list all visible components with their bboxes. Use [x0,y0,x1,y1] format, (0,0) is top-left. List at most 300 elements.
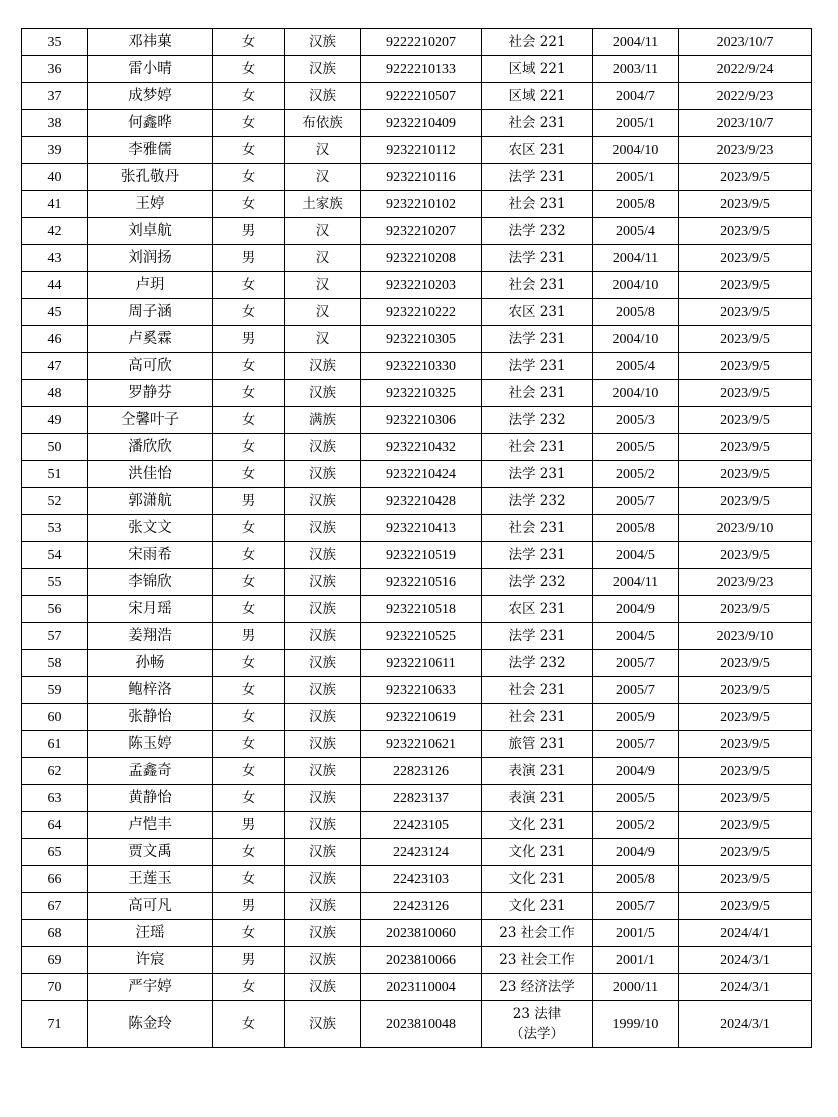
table-row [22,488,812,515]
row-number: 66 [22,866,88,893]
student-id-cell: 9232210621 [361,731,482,758]
student-name: 卢玥 [88,272,213,299]
join-date-cell: 2023/9/23 [679,569,812,596]
birth-date-cell: 2005/8 [593,866,679,893]
student-id-cell: 22823126 [361,758,482,785]
student-id-cell: 9232210112 [361,137,482,164]
row-number: 36 [22,56,88,83]
table-row [22,434,812,461]
table-row [22,515,812,542]
class-cell: 法学 232 [482,488,593,515]
row-number: 67 [22,893,88,920]
student-name: 孙畅 [88,650,213,677]
birth-date-cell: 2005/7 [593,677,679,704]
class-cell: 社会 231 [482,272,593,299]
student-id-cell: 9232210518 [361,596,482,623]
table-row [22,245,812,272]
birth-date-cell: 2004/5 [593,542,679,569]
class-cell: 社会 231 [482,677,593,704]
gender-cell: 女 [213,596,285,623]
row-number: 45 [22,299,88,326]
birth-date-cell: 2005/2 [593,812,679,839]
row-number: 54 [22,542,88,569]
student-id-cell: 9232210330 [361,353,482,380]
student-name: 李锦欣 [88,569,213,596]
gender-cell: 女 [213,731,285,758]
ethnicity-cell: 汉族 [285,29,361,56]
ethnicity-cell: 汉族 [285,785,361,812]
student-name: 王婷 [88,191,213,218]
row-number: 68 [22,920,88,947]
row-number: 44 [22,272,88,299]
join-date-cell: 2023/9/5 [679,245,812,272]
birth-date-cell: 2004/10 [593,272,679,299]
class-cell: 区域 221 [482,83,593,110]
birth-date-cell: 2004/10 [593,380,679,407]
student-name: 黄静怡 [88,785,213,812]
gender-cell: 女 [213,164,285,191]
gender-cell: 女 [213,920,285,947]
row-number: 58 [22,650,88,677]
student-id-cell: 9222210133 [361,56,482,83]
ethnicity-cell: 汉族 [285,623,361,650]
birth-date-cell: 2005/1 [593,110,679,137]
row-number: 69 [22,947,88,974]
student-name: 严宇婷 [88,974,213,1001]
row-number: 41 [22,191,88,218]
birth-date-cell: 2005/7 [593,488,679,515]
gender-cell: 女 [213,515,285,542]
birth-date-cell: 2004/9 [593,758,679,785]
table-row [22,461,812,488]
ethnicity-cell: 汉族 [285,515,361,542]
join-date-cell: 2023/9/5 [679,785,812,812]
ethnicity-cell: 汉 [285,245,361,272]
gender-cell: 男 [213,245,285,272]
student-id-cell: 22423105 [361,812,482,839]
birth-date-cell: 2005/7 [593,731,679,758]
student-name: 许宸 [88,947,213,974]
birth-date-cell: 2004/11 [593,245,679,272]
join-date-cell: 2023/9/5 [679,218,812,245]
student-id-cell: 9232210611 [361,650,482,677]
student-id-cell: 22423103 [361,866,482,893]
student-roster-table [21,28,812,1048]
table-row [22,191,812,218]
class-cell: 社会 231 [482,110,593,137]
gender-cell: 女 [213,299,285,326]
row-number: 64 [22,812,88,839]
table-row [22,650,812,677]
student-name: 刘卓航 [88,218,213,245]
class-cell: 社会 231 [482,704,593,731]
student-name: 陈金玲 [88,1001,213,1048]
gender-cell: 女 [213,758,285,785]
class-cell: 文化 231 [482,839,593,866]
class-cell: 文化 231 [482,893,593,920]
row-number: 60 [22,704,88,731]
birth-date-cell: 2005/3 [593,407,679,434]
gender-cell: 女 [213,110,285,137]
join-date-cell: 2023/9/5 [679,839,812,866]
table-row [22,812,812,839]
birth-date-cell: 2004/9 [593,839,679,866]
gender-cell: 女 [213,785,285,812]
class-cell: 农区 231 [482,137,593,164]
student-id-cell: 2023810048 [361,1001,482,1048]
table-row [22,947,812,974]
birth-date-cell: 1999/10 [593,1001,679,1048]
row-number: 57 [22,623,88,650]
table-row [22,110,812,137]
gender-cell: 女 [213,434,285,461]
join-date-cell: 2024/3/1 [679,974,812,1001]
join-date-cell: 2023/9/5 [679,191,812,218]
birth-date-cell: 2001/1 [593,947,679,974]
join-date-cell: 2023/9/5 [679,758,812,785]
class-cell: 法学 232 [482,650,593,677]
student-name: 周子涵 [88,299,213,326]
join-date-cell: 2023/9/5 [679,677,812,704]
row-number: 53 [22,515,88,542]
table-row [22,407,812,434]
join-date-cell: 2023/9/10 [679,623,812,650]
gender-cell: 男 [213,488,285,515]
ethnicity-cell: 汉族 [285,380,361,407]
student-id-cell: 9232210619 [361,704,482,731]
join-date-cell: 2023/9/5 [679,353,812,380]
birth-date-cell: 2004/7 [593,83,679,110]
join-date-cell: 2023/9/5 [679,731,812,758]
student-id-cell: 9232210424 [361,461,482,488]
table-row [22,785,812,812]
student-name: 卢奚霖 [88,326,213,353]
gender-cell: 女 [213,191,285,218]
join-date-cell: 2024/3/1 [679,1001,812,1048]
student-id-cell: 22823137 [361,785,482,812]
class-cell: 法学 231 [482,353,593,380]
student-id-cell: 9232210208 [361,245,482,272]
student-id-cell: 9222210207 [361,29,482,56]
row-number: 48 [22,380,88,407]
student-name: 陈玉婷 [88,731,213,758]
student-name: 刘润扬 [88,245,213,272]
student-id-cell: 9232210102 [361,191,482,218]
student-id-cell: 9232210413 [361,515,482,542]
row-number: 56 [22,596,88,623]
birth-date-cell: 2005/8 [593,191,679,218]
gender-cell: 男 [213,812,285,839]
student-id-cell: 9232210203 [361,272,482,299]
ethnicity-cell: 汉 [285,218,361,245]
class-line-2: （法学） [510,1026,564,1042]
class-cell: 法学 231 [482,326,593,353]
student-name: 汪瑶 [88,920,213,947]
table-row [22,974,812,1001]
table-row [22,839,812,866]
student-name: 贾文禹 [88,839,213,866]
student-name: 高可欣 [88,353,213,380]
ethnicity-cell: 汉族 [285,1001,361,1048]
gender-cell: 女 [213,272,285,299]
row-number: 39 [22,137,88,164]
ethnicity-cell: 汉族 [285,866,361,893]
gender-cell: 男 [213,893,285,920]
ethnicity-cell: 汉 [285,164,361,191]
ethnicity-cell: 汉族 [285,947,361,974]
join-date-cell: 2023/9/5 [679,380,812,407]
ethnicity-cell: 汉族 [285,731,361,758]
student-id-cell: 9232210525 [361,623,482,650]
table-row [22,326,812,353]
row-number: 47 [22,353,88,380]
class-cell: 文化 231 [482,812,593,839]
student-name: 宋月瑶 [88,596,213,623]
table-row [22,677,812,704]
ethnicity-cell: 汉族 [285,434,361,461]
birth-date-cell: 2005/4 [593,218,679,245]
gender-cell: 女 [213,1001,285,1048]
class-cell [482,1001,593,1048]
ethnicity-cell: 汉族 [285,569,361,596]
gender-cell: 女 [213,542,285,569]
table-row [22,866,812,893]
class-cell: 文化 231 [482,866,593,893]
student-name: 鲍梓洛 [88,677,213,704]
birth-date-cell: 2005/7 [593,893,679,920]
ethnicity-cell: 汉族 [285,488,361,515]
table-row [22,542,812,569]
join-date-cell: 2023/9/5 [679,542,812,569]
ethnicity-cell: 汉族 [285,461,361,488]
class-cell: 社会 231 [482,191,593,218]
join-date-cell: 2023/9/23 [679,137,812,164]
gender-cell: 女 [213,866,285,893]
ethnicity-cell: 汉族 [285,677,361,704]
birth-date-cell: 2004/10 [593,137,679,164]
join-date-cell: 2023/9/5 [679,596,812,623]
gender-cell: 男 [213,218,285,245]
birth-date-cell: 2004/11 [593,569,679,596]
ethnicity-cell: 汉族 [285,812,361,839]
join-date-cell: 2023/9/5 [679,650,812,677]
student-name: 何鑫晔 [88,110,213,137]
student-name: 仝馨叶子 [88,407,213,434]
ethnicity-cell: 汉族 [285,542,361,569]
table-row [22,29,812,56]
birth-date-cell: 2003/11 [593,56,679,83]
birth-date-cell: 2005/8 [593,299,679,326]
gender-cell: 女 [213,56,285,83]
ethnicity-cell: 汉族 [285,839,361,866]
class-cell: 23 社会工作 [482,920,593,947]
class-cell: 法学 231 [482,461,593,488]
class-cell: 社会 221 [482,29,593,56]
ethnicity-cell: 土家族 [285,191,361,218]
row-number: 61 [22,731,88,758]
class-cell: 法学 232 [482,569,593,596]
class-cell: 23 社会工作 [482,947,593,974]
table-row [22,1001,812,1048]
gender-cell: 男 [213,326,285,353]
gender-cell: 女 [213,380,285,407]
roster-body [22,29,812,1048]
table-row [22,299,812,326]
ethnicity-cell: 汉 [285,137,361,164]
gender-cell: 男 [213,947,285,974]
student-name: 孟鑫奇 [88,758,213,785]
row-number: 42 [22,218,88,245]
table-row [22,704,812,731]
class-cell: 法学 232 [482,407,593,434]
row-number: 62 [22,758,88,785]
table-row [22,920,812,947]
class-cell: 社会 231 [482,380,593,407]
class-cell: 法学 231 [482,623,593,650]
student-name: 郭潇航 [88,488,213,515]
student-name: 洪佳怡 [88,461,213,488]
class-cell: 法学 231 [482,245,593,272]
student-name: 张静怡 [88,704,213,731]
join-date-cell: 2023/10/7 [679,110,812,137]
row-number: 43 [22,245,88,272]
birth-date-cell: 2005/5 [593,785,679,812]
student-id-cell: 9232210432 [361,434,482,461]
birth-date-cell: 2005/1 [593,164,679,191]
table-row [22,83,812,110]
gender-cell: 女 [213,137,285,164]
gender-cell: 女 [213,839,285,866]
birth-date-cell: 2005/7 [593,650,679,677]
student-id-cell: 9232210325 [361,380,482,407]
row-number: 35 [22,29,88,56]
student-name: 王莲玉 [88,866,213,893]
student-id-cell: 9232210116 [361,164,482,191]
student-id-cell: 22423126 [361,893,482,920]
student-id-cell: 9232210222 [361,299,482,326]
table-row [22,218,812,245]
join-date-cell: 2023/10/7 [679,29,812,56]
birth-date-cell: 2005/8 [593,515,679,542]
join-date-cell: 2023/9/5 [679,461,812,488]
gender-cell: 女 [213,29,285,56]
join-date-cell: 2023/9/5 [679,407,812,434]
student-id-cell: 9232210519 [361,542,482,569]
row-number: 59 [22,677,88,704]
student-id-cell: 9232210306 [361,407,482,434]
student-id-cell: 9232210409 [361,110,482,137]
ethnicity-cell: 汉 [285,326,361,353]
gender-cell: 女 [213,569,285,596]
ethnicity-cell: 汉 [285,299,361,326]
birth-date-cell: 2000/11 [593,974,679,1001]
table-row [22,353,812,380]
student-id-cell: 2023810060 [361,920,482,947]
ethnicity-cell: 满族 [285,407,361,434]
class-cell: 农区 231 [482,596,593,623]
student-id-cell: 2023110004 [361,974,482,1001]
class-cell: 社会 231 [482,515,593,542]
row-number: 70 [22,974,88,1001]
student-id-cell: 9232210305 [361,326,482,353]
gender-cell: 女 [213,677,285,704]
class-line-1: 23 法律 [512,1006,562,1022]
ethnicity-cell: 汉族 [285,650,361,677]
join-date-cell: 2023/9/5 [679,488,812,515]
table-row [22,380,812,407]
ethnicity-cell: 汉族 [285,893,361,920]
join-date-cell: 2024/4/1 [679,920,812,947]
gender-cell: 女 [213,83,285,110]
student-name: 邓祎菓 [88,29,213,56]
student-name: 罗静芬 [88,380,213,407]
table-row [22,56,812,83]
class-cell: 法学 231 [482,542,593,569]
class-cell: 23 经济法学 [482,974,593,1001]
class-cell: 法学 231 [482,164,593,191]
join-date-cell: 2023/9/5 [679,272,812,299]
row-number: 40 [22,164,88,191]
join-date-cell: 2023/9/5 [679,164,812,191]
gender-cell: 女 [213,650,285,677]
student-id-cell: 22423124 [361,839,482,866]
gender-cell: 男 [213,623,285,650]
ethnicity-cell: 汉族 [285,974,361,1001]
table-row [22,137,812,164]
student-name: 宋雨希 [88,542,213,569]
join-date-cell: 2023/9/5 [679,893,812,920]
student-id-cell: 9232210428 [361,488,482,515]
table-row [22,731,812,758]
class-cell: 表演 231 [482,785,593,812]
class-cell: 农区 231 [482,299,593,326]
join-date-cell: 2023/9/5 [679,434,812,461]
table-row [22,596,812,623]
gender-cell: 女 [213,704,285,731]
table-row [22,893,812,920]
student-id-cell: 2023810066 [361,947,482,974]
student-name: 潘欣欣 [88,434,213,461]
row-number: 52 [22,488,88,515]
row-number: 55 [22,569,88,596]
birth-date-cell: 2004/11 [593,29,679,56]
class-cell: 区域 221 [482,56,593,83]
table-row [22,164,812,191]
gender-cell: 女 [213,353,285,380]
student-id-cell: 9232210633 [361,677,482,704]
join-date-cell: 2023/9/5 [679,704,812,731]
row-number: 49 [22,407,88,434]
birth-date-cell: 2005/2 [593,461,679,488]
ethnicity-cell: 汉族 [285,758,361,785]
ethnicity-cell: 汉族 [285,353,361,380]
birth-date-cell: 2005/4 [593,353,679,380]
ethnicity-cell: 汉族 [285,704,361,731]
ethnicity-cell: 汉族 [285,596,361,623]
table-row [22,623,812,650]
student-name: 李雅儒 [88,137,213,164]
student-name: 高可凡 [88,893,213,920]
student-id-cell: 9232210516 [361,569,482,596]
ethnicity-cell: 汉族 [285,920,361,947]
gender-cell: 女 [213,407,285,434]
student-id-cell: 9232210207 [361,218,482,245]
row-number: 37 [22,83,88,110]
gender-cell: 女 [213,974,285,1001]
class-cell: 社会 231 [482,434,593,461]
class-cell: 表演 231 [482,758,593,785]
ethnicity-cell: 汉 [285,272,361,299]
